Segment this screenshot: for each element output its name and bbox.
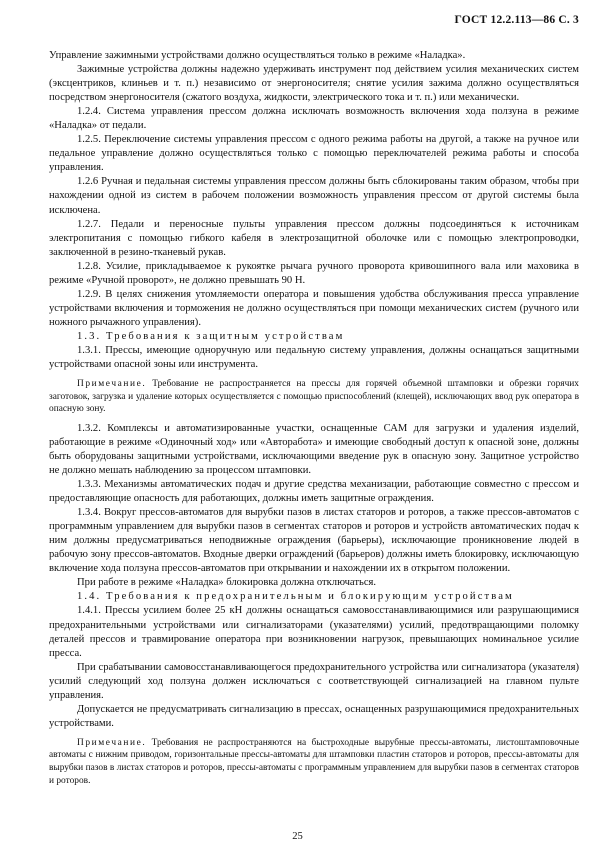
paragraph-1-4-1: 1.4.1. Прессы усилием более 25 кН должны оснащаться самовосстанавливающимися или разрушающимися предохранительными устройствами или сигнализаторами (указателями) усилий, предотвращающими поломку деталей прессов и травмирование оператора при возникновении нагрузок, превышающих номинальное усилие пресса.	[49, 605, 579, 659]
note-1	[49, 378, 579, 416]
paragraph-1-2-9: 1.2.9. В целях снижения утомляемости оператора и повышения удобства обслуживания пресса управление устройствами включения и торможения не должно осуществляться при помощи механических систем (ручного или ножного рычажного управления).	[49, 288, 579, 328]
paragraph-1-2-5: 1.2.5. Переключение системы управления прессом с одного режима работы на другой, а также на ручное или педальное управление должно осуществляться только с помощью переключателей режима работы и способа управления.	[49, 134, 579, 174]
section-heading-1-3: 1.3. Требования к защитным устройствам	[77, 330, 345, 342]
note-label: Примечание.	[77, 379, 147, 390]
paragraph: При работе в режиме «Наладка» блокировка должна отключаться.	[77, 577, 377, 589]
paragraph-1-2-7: 1.2.7. Педали и переносные пульты управления прессом должны подсоединяться к источникам электропитания с помощью гибкого кабеля в электрозащитной оболочке или с помощью электропроводки, заключенной в резино-тканевый рукав.	[49, 218, 579, 258]
paragraph: Управление зажимными устройствами должно осуществляться только в режиме «Наладка».	[49, 50, 466, 61]
note-text: Требование не распространяется на прессы для горячей объемной штамповки и обрезки горячих заготовок, загрузка и удаление которых осуществляется с помощью приспособлений (клещей), исключающих ввод рук оператора в опасную зону.	[49, 379, 579, 415]
section-heading-1-4: 1.4. Требования к предохранительным и блокирующим устройствам	[77, 591, 514, 603]
page-number: 25	[292, 831, 303, 842]
note-label: Примечание.	[77, 737, 147, 748]
paragraph-1-3-1: 1.3.1. Прессы, имеющие одноручную или педальную систему управления, должны оснащаться защитными устройствами опасной зоны или инструмента.	[49, 344, 579, 371]
paragraph: Зажимные устройства должны надежно удерживать инструмент под действием усилия механических систем (эксцентриков, клиньев и т. п.) независимо от энергоносителя; снятие усилия зажима должно осуществляться посредством энергоносителя (сжатого воздуха, жидкости, электрического тока и т. п.) или механически.	[49, 64, 579, 104]
paragraph-1-2-8: 1.2.8. Усилие, прикладываемое к рукоятке рычага ручного проворота кривошипного вала или маховика в режиме «Ручной проворот», не должно превышать 90 Н.	[49, 260, 579, 286]
paragraph-1-2-6: 1.2.6 Ручная и педальная системы управления прессом должны быть сблокированы таким образом, чтобы при нахождении одной из систем в рабочем положении возможность управления прессом от другой системы была исключена.	[49, 176, 579, 216]
paragraph-1-3-4: 1.3.4. Вокруг прессов-автоматов для вырубки пазов в листах статоров и роторов, а также прессов-автоматов с программным управлением для вырубки пазов в сегментах статоров и роторов и устройств автоматических подач к ним должны предусматриваться неподвижные ограждения (барьеры), исключающие проникновение людей в рабочую зону прессов-автоматов. Входные дверки ограждений (барьеров) должны иметь блокировку, исключающую включение хода ползуна прессов-автоматов при открывании и нахождении их в открытом положении.	[49, 507, 579, 575]
paragraph: Допускается не предусматривать сигнализацию в прессах, оснащенных разрушающимися предохранительных устройствами.	[49, 703, 579, 729]
paragraph-1-2-4: 1.2.4. Система управления прессом должна исключать возможность включения хода ползуна в режиме «Наладка» от педали.	[49, 106, 579, 132]
page-header: ГОСТ 12.2.113—86 С. 3	[454, 14, 579, 26]
paragraph-1-3-2: 1.3.2. Комплексы и автоматизированные участки, оснащенные САМ для загрузки и удаления изделий, работающие в режиме «Одиночный ход» или «Авторабота» и имеющие свободный доступ к опасной зоне, должны быть оборудованы защитными устройствами, исключающими введение рук в опасную зону. Защитное устройство не должно мешать наблюдению за процессом штамповки.	[49, 422, 579, 476]
note-text: Требования не распространяются на быстроходные вырубные прессы-автоматы, листоштамповочные автоматы с нижним приводом, горизонтальные прессы-автоматы для штамповки пластин статоров и роторов, прессы-автоматы для вырубки пазов в листах статоров и роторов, прессы-автоматы с программным управлением для вырубки пазов в сегментах статоров и роторов.	[49, 737, 579, 786]
document-body	[49, 49, 579, 793]
note-2	[49, 737, 579, 787]
paragraph: При срабатывании самовосстанавливающегося предохранительного устройства или сигнализатора (указателя) усилий следующий ход ползуна должен исключаться с соответствующей сигнализацией на главном пульте управления.	[49, 661, 579, 701]
paragraph-1-3-3: 1.3.3. Механизмы автоматических подач и другие средства механизации, работающие совместно с прессом и предоставляющие опасность для работающих, должны иметь защитные ограждения.	[49, 479, 579, 505]
